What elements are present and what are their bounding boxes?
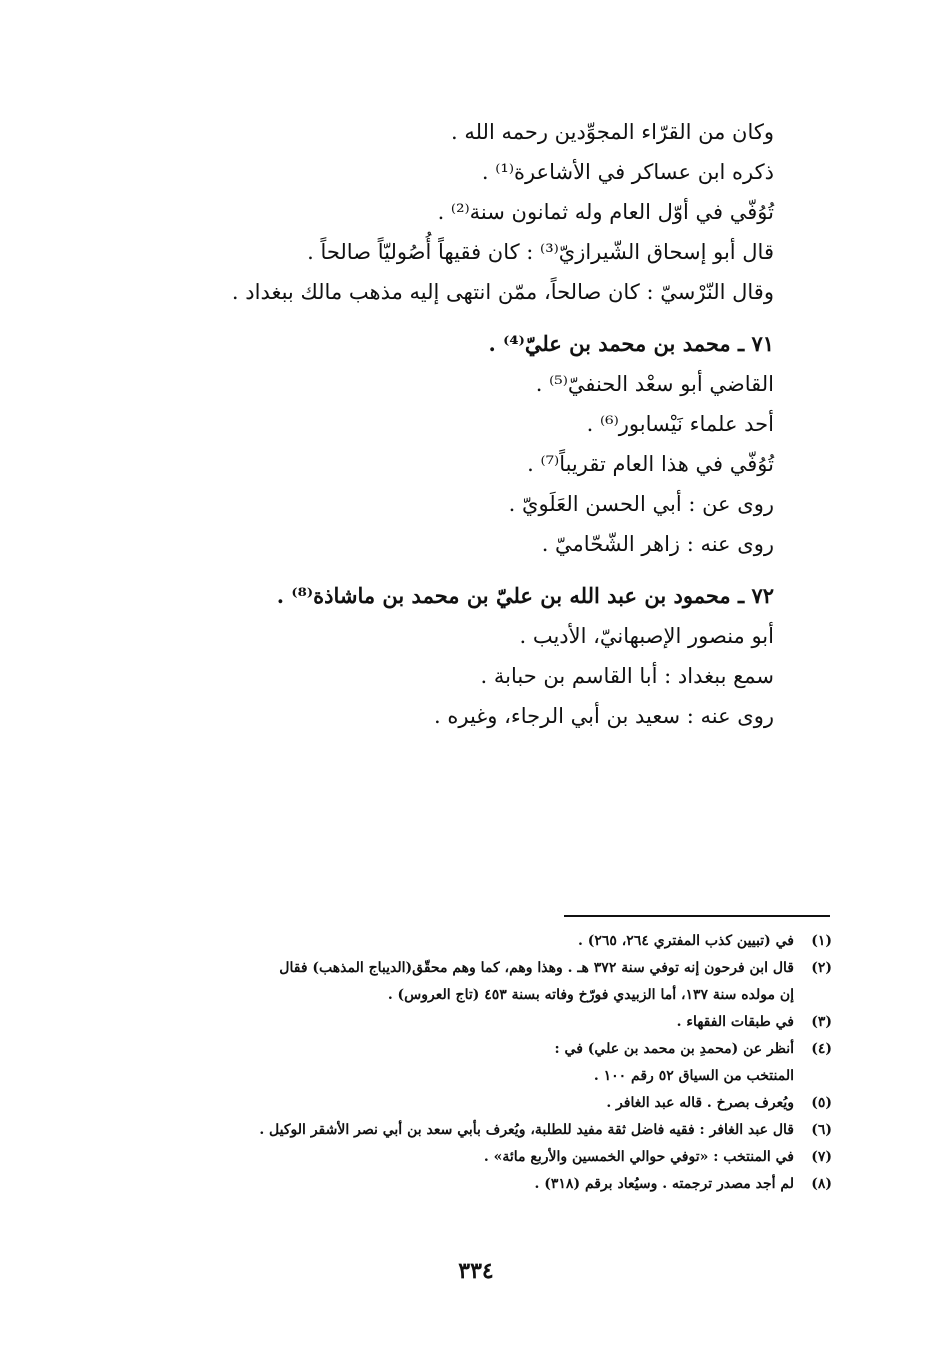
footnote	[112, 1117, 832, 1144]
footnote-continuation: إن مولده سنة ١٣٧، أما الزبيدي فورّخ وفاته بسنة ٤٥٣ (تاج العروس) .	[387, 987, 794, 1003]
footnote-text: في المنتخب : «توفي حوالي الخمسين والأربع مائة» .	[483, 1149, 794, 1165]
footnote	[112, 1144, 832, 1171]
text-line: وكان من القرّاء المجوِّدين رحمه الله .	[451, 120, 774, 144]
footnote-number: (٣)	[811, 1014, 832, 1030]
entry-71-heading: ٧١ ـ محمد بن محمد بن عليّ⁽⁴⁾ .	[488, 331, 774, 356]
footnote-continuation: المنتخب من السياق ٥٢ رقم ١٠٠ .	[593, 1068, 794, 1084]
footnote	[112, 1036, 832, 1063]
page-number: ٣٣٤	[458, 1258, 494, 1284]
footnote-text: ويُعرف بصرخ . قاله عبد الغافر .	[606, 1095, 794, 1111]
footnote-number: (٧)	[811, 1149, 832, 1165]
entry-71-line: القاضي أبو سعْد الحنفيّ⁽⁵⁾ .	[535, 372, 774, 396]
entry-72-line: أبو منصور الإصبهانيّ، الأديب .	[519, 624, 774, 648]
footnote-text: في طبقات الفقهاء .	[676, 1014, 794, 1030]
entry-71-line: روى عن : أبي الحسن العَلَويّ .	[508, 492, 774, 516]
entry-72-line: روى عنه : سعيد بن أبي الرجاء، وغيره .	[434, 704, 774, 728]
text-line: قال أبو إسحاق الشّيرازيّ⁽³⁾ : كان فقيهاً أُصُوليّاً صالحاً .	[307, 240, 774, 264]
entry-72-line: سمع ببغداد : أبا القاسم بن حبابة .	[480, 664, 774, 688]
footnote-text: في (تبيين كذب المفتري ٢٦٤، ٢٦٥) .	[577, 933, 794, 949]
footnote-text: قال عبد الغافر : فقيه فاضل ثقة مفيد للطلبة، ويُعرف بأبي سعد بن أبي نصر الأشقر الوكيل .	[259, 1122, 794, 1138]
footnote-number: (٨)	[811, 1176, 832, 1192]
entry-71-line: تُوُفّي في هذا العام تقريباً⁽⁷⁾ .	[527, 452, 774, 476]
footnote	[112, 955, 832, 982]
main-text	[174, 112, 774, 736]
text-line: ذكره ابن عساكر في الأشاعرة⁽¹⁾ .	[481, 160, 774, 184]
entry-72-heading: ٧٢ ـ محمود بن عبد الله بن عليّ بن محمد بن ماشاذة⁽⁸⁾ .	[276, 583, 774, 608]
footnote-number: (١)	[811, 933, 832, 949]
footnote-text: أنظر عن (محمدِ بن محمد بن علي) في :	[554, 1041, 794, 1057]
entry-71-line: روى عنه : زاهر الشّحّاميّ .	[541, 532, 774, 556]
footnote	[112, 928, 832, 955]
footnote-text: قال ابن فرحون إنه توفي سنة ٣٧٢ هـ . وهذا وهم، كما وهم محقّق(الديباج المذهب) فقال	[279, 960, 794, 976]
entry-71-line: أحد علماء نَيْسابور⁽⁶⁾ .	[586, 412, 774, 436]
footnote-number: (٤)	[811, 1041, 832, 1057]
footnote-divider	[564, 915, 830, 917]
footnote	[112, 1090, 832, 1117]
footnote-text: لم أجد مصدر ترجمته . وسيُعاد برقم (٣١٨) .	[534, 1176, 794, 1192]
footnote	[112, 1171, 832, 1198]
footnote-number: (٥)	[811, 1095, 832, 1111]
footnote	[112, 1009, 832, 1036]
text-line: تُوُفّي في أوّل العام وله ثمانون سنة⁽²⁾ .	[437, 200, 774, 224]
footnote-number: (٦)	[811, 1122, 832, 1138]
footnote-number: (٢)	[811, 960, 832, 976]
footnotes	[112, 928, 832, 1198]
text-line: وقال النّرْسيّ : كان صالحاً، ممّن انتهى إليه مذهب مالك ببغداد .	[231, 280, 774, 304]
